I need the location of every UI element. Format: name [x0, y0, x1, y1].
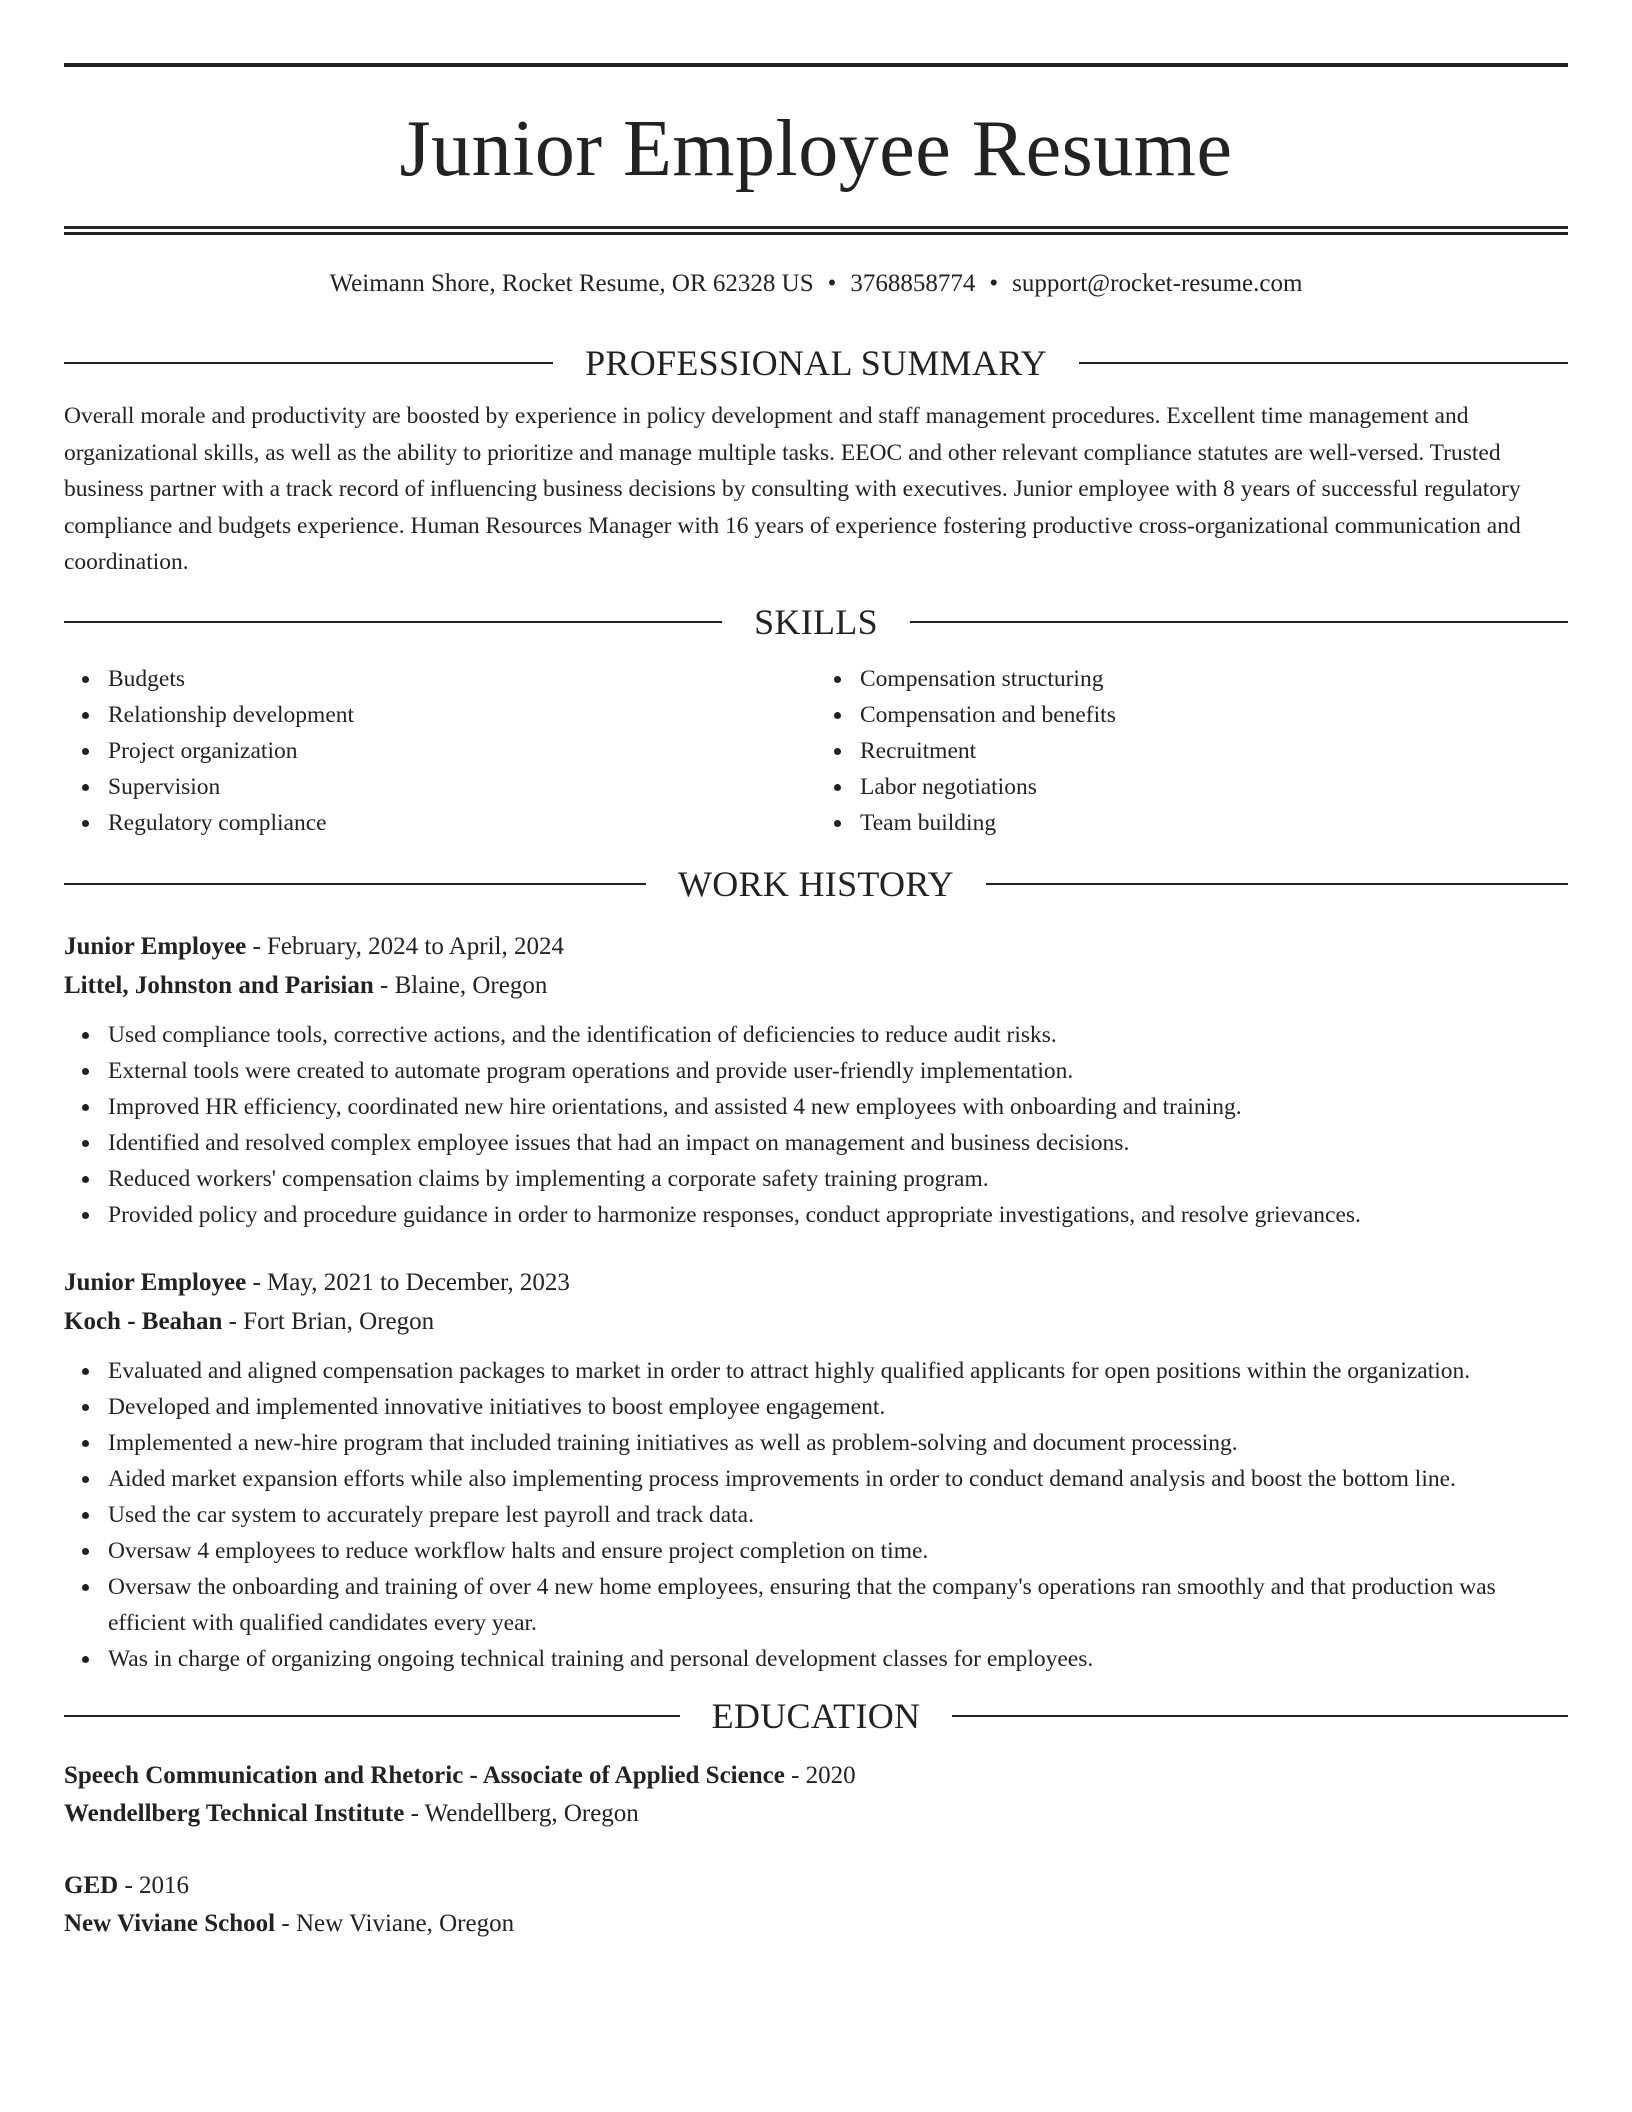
job-bullet: Identified and resolved complex employee issues that had an impact on management and business decisions. — [108, 1125, 1568, 1161]
skills-list-right — [816, 661, 1568, 841]
title-double-rule — [64, 226, 1568, 235]
section-title: PROFESSIONAL SUMMARY — [585, 343, 1047, 383]
skills-heading — [64, 599, 1568, 645]
section-title: EDUCATION — [711, 1695, 921, 1736]
job-bullet: Reduced workers' compensation claims by implementing a corporate safety training program. — [108, 1161, 1568, 1197]
job-dates: - May, 2021 to December, 2023 — [246, 1268, 570, 1296]
education-year: - 2016 — [118, 1871, 190, 1899]
skill-item: Labor negotiations — [860, 769, 1568, 805]
heading-rule-right — [910, 621, 1568, 623]
contact-email: support@rocket-resume.com — [1012, 270, 1303, 297]
heading-rule-right — [1079, 362, 1568, 364]
education-location: - Wendellberg, Oregon — [404, 1799, 639, 1827]
summary-text: Overall morale and productivity are boosted by experience in policy development and staff management procedures. Excellent time management and organizational skills, as well as the ability to prioritize and manage multiple tasks. EEOC and other relevant compliance statutes are well-versed. Trusted business partner with a track record of influencing business decisions by consulting with executives. Junior employee with 8 years of successful regulatory compliance and budgets experience. Human Resources Manager with 16 years of experience fostering productive cross-organizational communication and coordination. — [64, 403, 1521, 575]
job-title: Junior Employee — [64, 1268, 247, 1296]
job-title-line — [64, 927, 1568, 966]
job-dates: - February, 2024 to April, 2024 — [246, 932, 564, 960]
skill-item: Recruitment — [860, 733, 1568, 769]
job-bullet: Oversaw the onboarding and training of over 4 new home employees, ensuring that the company's operations ran smoothly and that production was efficient with qualified candidates every year. — [108, 1569, 1568, 1641]
heading-rule-left — [64, 621, 722, 623]
education-school: Wendellberg Technical Institute — [64, 1799, 405, 1827]
job-location: - Fort Brian, Oregon — [222, 1307, 435, 1335]
education-location: - New Viviane, Oregon — [275, 1909, 515, 1937]
education-school-line — [64, 1795, 1568, 1833]
job-bullet: Aided market expansion efforts while also implementing process improvements in order to conduct demand analysis and boost the bottom line. — [108, 1461, 1568, 1497]
heading-rule-left — [64, 362, 553, 364]
job-company: Littel, Johnston and Parisian — [64, 971, 374, 999]
job-bullet: Was in charge of organizing ongoing technical training and personal development classes for employees. — [108, 1641, 1568, 1677]
education-degree: Speech Communication and Rhetoric - Associate of Applied Science — [64, 1761, 785, 1789]
skills-grid — [64, 661, 1568, 841]
work-heading — [64, 861, 1568, 907]
job-bullet: Used the car system to accurately prepare lest payroll and track data. — [108, 1497, 1568, 1533]
job-bullet: Developed and implemented innovative initiatives to boost employee engagement. — [108, 1389, 1568, 1425]
skill-item: Team building — [860, 805, 1568, 841]
education-entry — [64, 1867, 1568, 1943]
job-bullet: External tools were created to automate program operations and provide user-friendly implementation. — [108, 1053, 1568, 1089]
summary-heading — [64, 340, 1568, 386]
section-title: WORK HISTORY — [678, 863, 954, 904]
skill-item: Project organization — [108, 733, 816, 769]
job-bullet: Evaluated and aligned compensation packages to market in order to attract highly qualified applicants for open positions within the organization. — [108, 1353, 1568, 1389]
skill-item: Compensation structuring — [860, 661, 1568, 697]
skill-item: Relationship development — [108, 697, 816, 733]
section-title: SKILLS — [754, 601, 878, 642]
heading-rule-right — [986, 883, 1568, 885]
skill-item: Compensation and benefits — [860, 697, 1568, 733]
job-location: - Blaine, Oregon — [373, 971, 548, 999]
job-entry — [64, 1263, 1568, 1677]
job-entry — [64, 927, 1568, 1233]
education-year: - 2020 — [784, 1761, 856, 1789]
job-title: Junior Employee — [64, 932, 247, 960]
education-degree: GED — [64, 1871, 119, 1899]
skills-list-left — [64, 661, 816, 841]
education-school-line — [64, 1905, 1568, 1943]
skill-item: Regulatory compliance — [108, 805, 816, 841]
job-bullets — [64, 1017, 1568, 1233]
job-company-line — [64, 966, 1568, 1005]
contact-separator: • — [989, 270, 999, 297]
job-company: Koch - Beahan — [64, 1307, 223, 1335]
heading-rule-left — [64, 883, 646, 885]
resume-title: Junior Employee Resume — [399, 105, 1233, 193]
education-school: New Viviane School — [64, 1909, 276, 1937]
top-rule — [64, 63, 1568, 67]
job-bullets — [64, 1353, 1568, 1677]
education-degree-line — [64, 1867, 1568, 1905]
contact-phone: 3768858774 — [850, 270, 976, 297]
job-company-line — [64, 1302, 1568, 1341]
job-bullet: Improved HR efficiency, coordinated new hire orientations, and assisted 4 new employees with onboarding and training. — [108, 1089, 1568, 1125]
contact-line — [64, 268, 1568, 300]
heading-rule-right — [952, 1715, 1568, 1717]
job-title-line — [64, 1263, 1568, 1302]
job-bullet: Implemented a new-hire program that included training initiatives as well as problem-solving and document processing. — [108, 1425, 1568, 1461]
job-bullet: Used compliance tools, corrective actions, and the identification of deficiencies to reduce audit risks. — [108, 1017, 1568, 1053]
job-bullet: Provided policy and procedure guidance in order to harmonize responses, conduct appropriate investigations, and resolve grievances. — [108, 1197, 1568, 1233]
skill-item: Budgets — [108, 661, 816, 697]
heading-rule-left — [64, 1715, 680, 1717]
education-degree-line — [64, 1757, 1568, 1795]
contact-separator: • — [827, 270, 837, 297]
education-heading — [64, 1693, 1568, 1739]
contact-address: Weimann Shore, Rocket Resume, OR 62328 US — [329, 270, 814, 297]
skill-item: Supervision — [108, 769, 816, 805]
job-bullet: Oversaw 4 employees to reduce workflow halts and ensure project completion on time. — [108, 1533, 1568, 1569]
education-entry — [64, 1757, 1568, 1833]
